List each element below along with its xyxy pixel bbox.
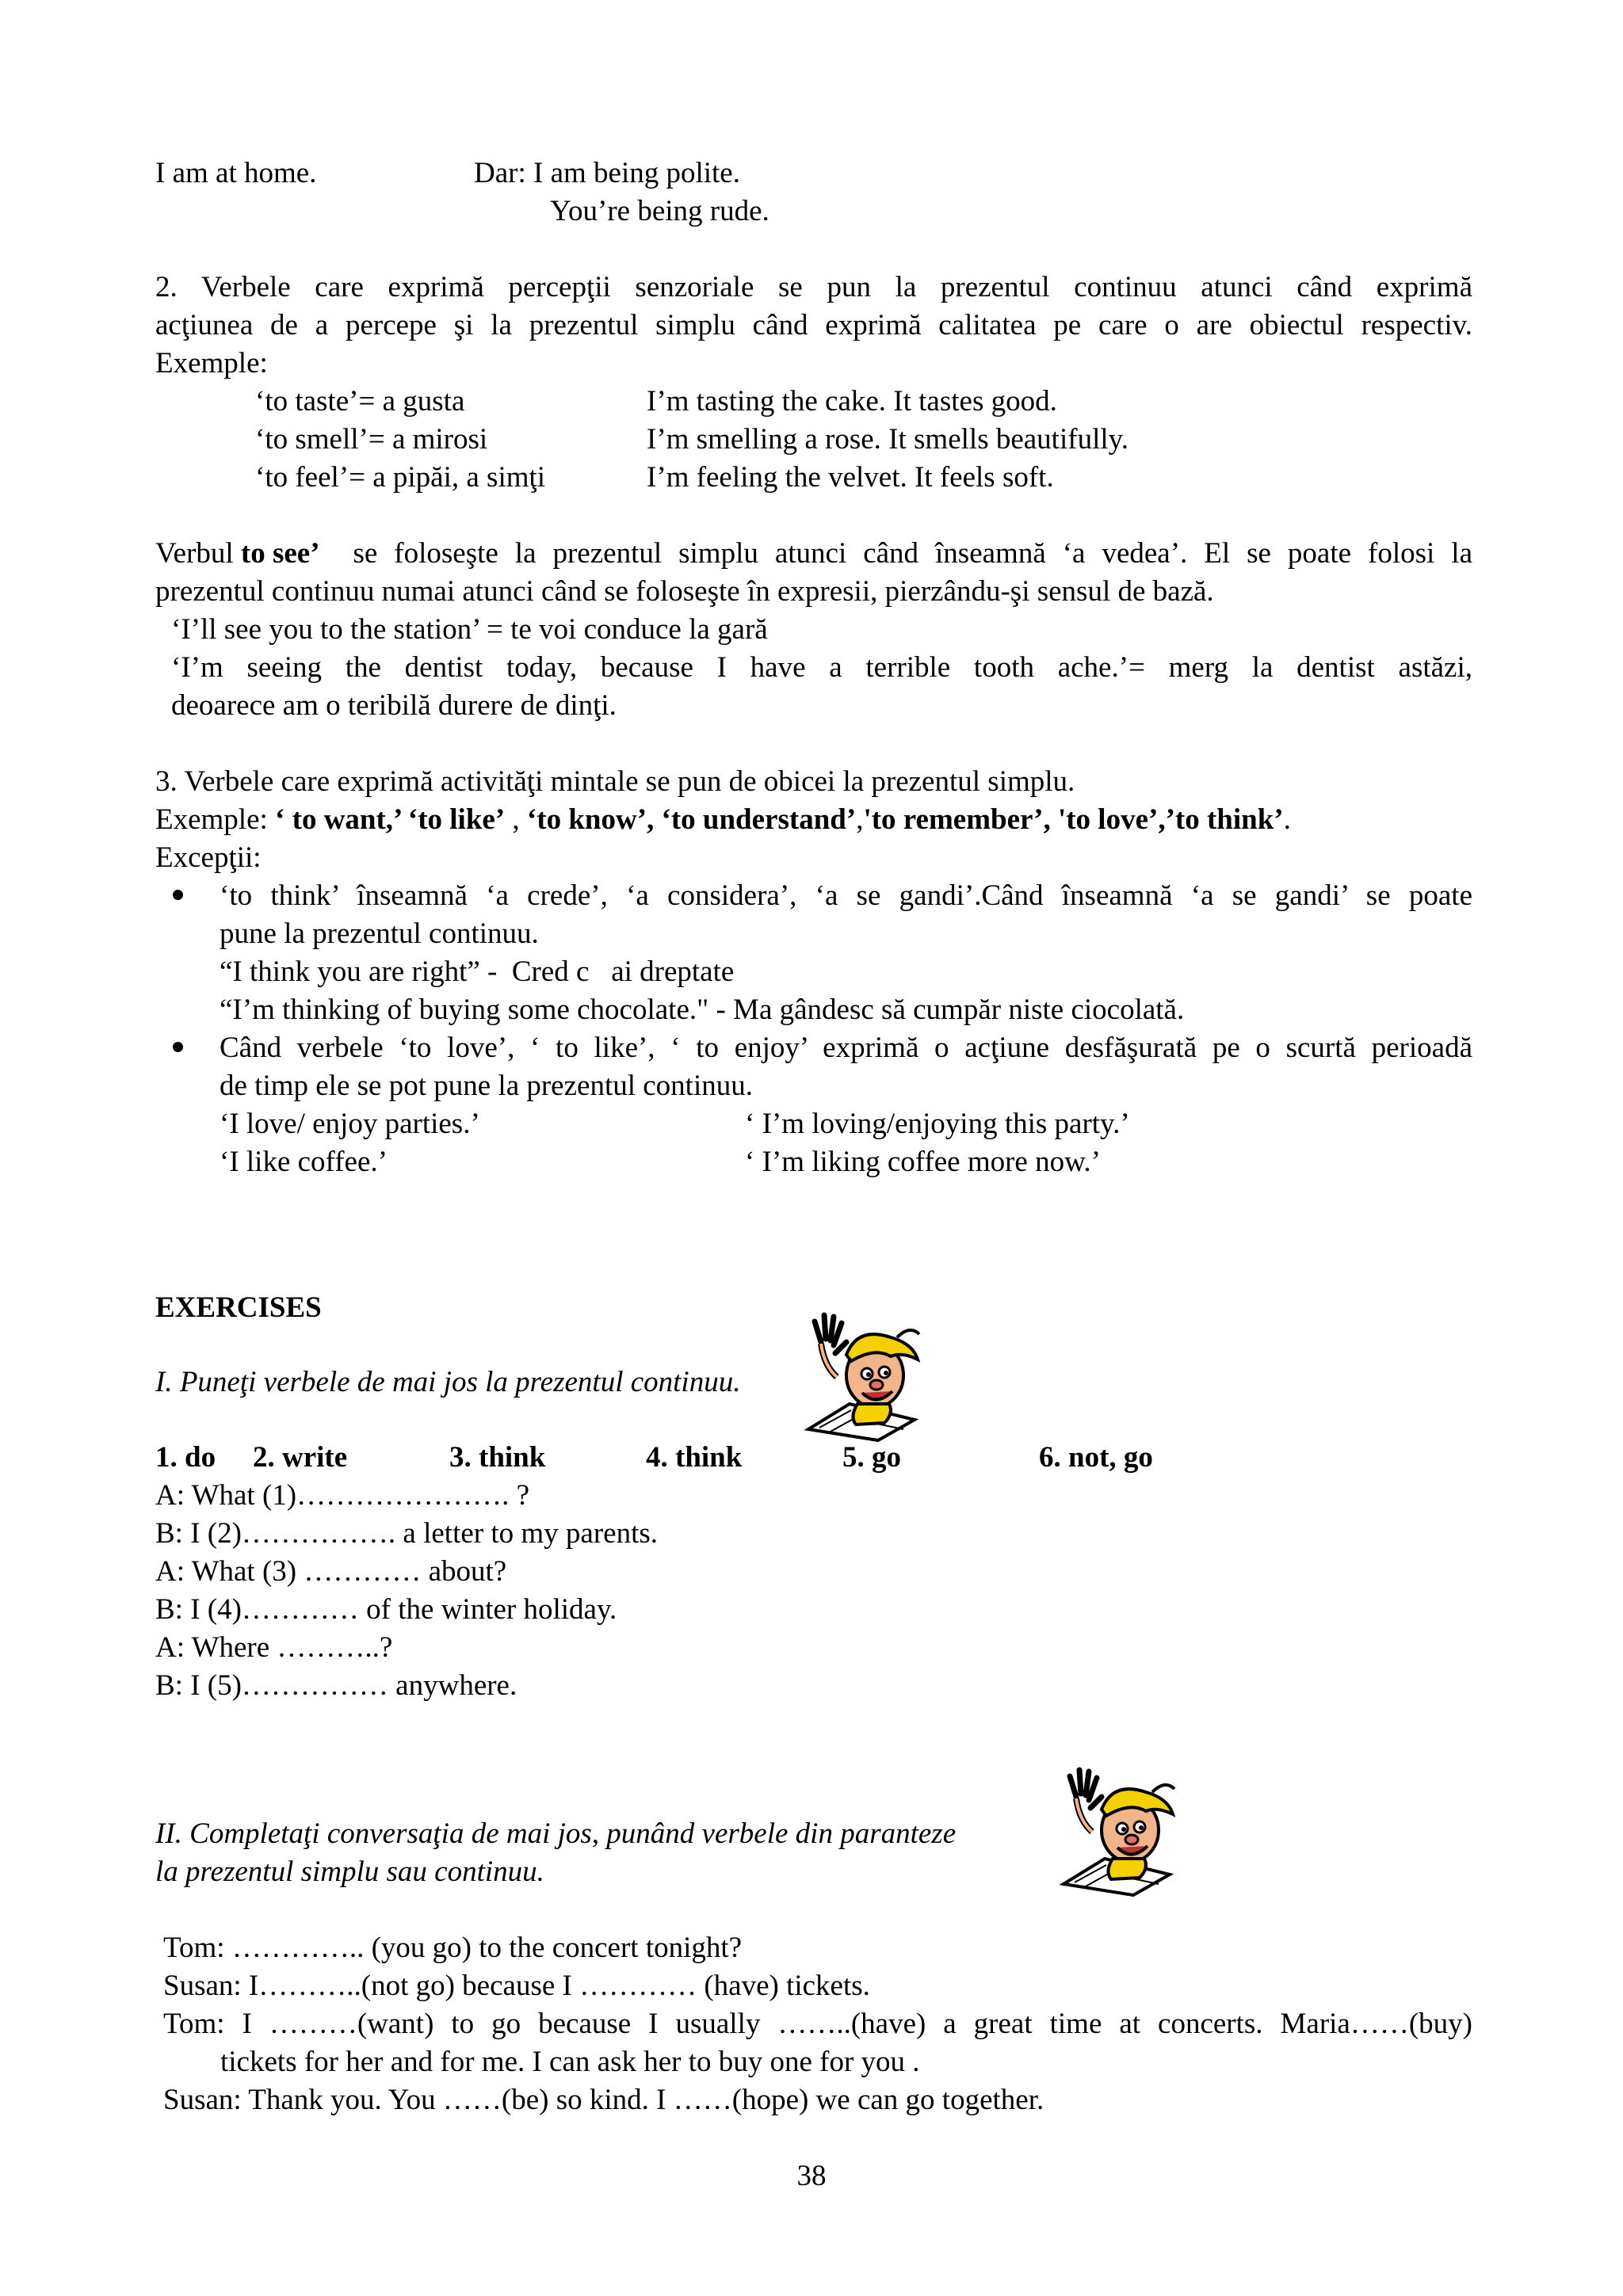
dialogue-line: tickets for her and for me. I can ask her to buy one for you . [220, 2046, 920, 2078]
paragraph-line: acţiunea de a percepe şi la prezentul simplu când exprimă calitatea pe care o are obiectul respectiv. [155, 309, 1472, 341]
dialogue-line: A: What (3) ………… about? [155, 1555, 507, 1588]
bold-run: ‘to know’, ‘to understand’ [526, 803, 857, 836]
paragraph-line: 2. Verbele care exprimă percepţii senzoriale se pun la prezentul continuu atunci când exprimă [155, 271, 1472, 303]
dialogue-line: A: What (1)…………………. ? [155, 1479, 530, 1512]
text-line: You’re being rude. [550, 195, 769, 227]
text-run: Exemple: [155, 803, 276, 836]
example-right: ‘ I’m liking coffee more now.’ [745, 1146, 1101, 1178]
bullet-icon [173, 1042, 183, 1052]
dialogue-line: A: Where ………..? [155, 1631, 393, 1664]
text-line: 3. Verbele care exprimă activităţi mintale se pun de obicei la prezentul simplu. [155, 765, 1075, 798]
dialogue-line: B: I (4)………… of the winter holiday. [155, 1593, 617, 1626]
bold-run: ‘ to want,’ ‘to like’ [275, 803, 506, 836]
bold-run: to see’ [240, 537, 320, 570]
verb-cell: ‘to smell’= a mirosi [255, 423, 488, 456]
text-line: prezentul continuu numai atunci când se foloseşte în expresii, pierzându-şi sensul de bază. [155, 575, 1214, 608]
example-left: ‘I love/ enjoy parties.’ [220, 1108, 480, 1140]
bold-run: 'to remember’, 'to love’,’to think’ [863, 803, 1284, 836]
verb-word: 2. write [253, 1441, 348, 1474]
paragraph-line: Tom: I ………(want) to go because I usually ……..(have) a great time at concerts. Maria……(buy) [163, 2008, 1472, 2040]
bullet-icon [173, 890, 183, 900]
text-line: deoarece am o teribilă durere de dinţi. [171, 689, 617, 722]
text-line: de timp ele se pot pune la prezentul continuu. [220, 1070, 753, 1102]
exercise-instruction: II. Completaţi conversaţia de mai jos, punând verbele din paranteze [155, 1817, 957, 1850]
example-cell: I’m feeling the velvet. It feels soft. [647, 461, 1054, 494]
verb-cell: ‘to feel’= a pipăi, a simţi [255, 461, 546, 494]
text-run: Verbul [155, 537, 241, 570]
example-cell: I’m smelling a rose. It smells beautifully. [647, 423, 1128, 456]
text-line: I am at home. [155, 157, 317, 189]
section-heading: EXERCISES [155, 1291, 322, 1324]
dialogue-line: B: I (5)…………… anywhere. [155, 1669, 517, 1702]
page-number: 38 [796, 2160, 827, 2192]
text-run: se foloseşte la prezentul simplu atunci când înseamnă ‘a vedea’. El se poate folosi la [319, 537, 1472, 570]
waving-kid-reading-icon [1057, 1765, 1176, 1897]
paragraph-line: ‘I’m seeing the dentist today, because I have a terrible tooth ache.’= merg la dentist astăzi, [171, 651, 1472, 684]
exercise-instruction: I. Puneţi verbele de mai jos la prezentul continuu. [155, 1366, 741, 1398]
exercise-instruction: la prezentul simplu sau continuu. [155, 1855, 544, 1888]
dialogue-line: Susan: Thank you. You ……(be) so kind. I ……(hope) we can go together. [163, 2084, 1044, 2116]
dialogue-line: B: I (2)……………. a letter to my parents. [155, 1517, 659, 1550]
dialogue-line: Susan: I………..(not go) because I ………… (have) tickets. [163, 1970, 870, 2002]
paragraph-line: ‘to think’ înseamnă ‘a crede’, ‘a considera’, ‘a se gandi’.Când înseamnă ‘a se gandi’ se poate [220, 879, 1472, 912]
verb-word: 6. not, go [1039, 1441, 1153, 1474]
verb-word: 1. do [155, 1441, 216, 1474]
example-right: ‘ I’m loving/enjoying this party.’ [745, 1108, 1130, 1140]
text-line: ‘I’ll see you to the station’ = te voi conduce la gară [171, 613, 768, 646]
dialogue-line: Tom: ………….. (you go) to the concert tonight? [163, 1932, 743, 1964]
verb-word: 4. think [646, 1441, 743, 1474]
verb-word: 3. think [449, 1441, 546, 1474]
text-run: , [856, 803, 864, 836]
examples-line [155, 802, 1291, 838]
example-cell: I’m tasting the cake. It tastes good. [647, 385, 1057, 418]
text-line: Exemple: [155, 347, 268, 379]
example-left: ‘I like coffee.’ [220, 1146, 388, 1178]
verb-cell: ‘to taste’= a gusta [255, 385, 465, 418]
text-line: “I’m thinking of buying some chocolate." - Ma gândesc să cumpăr niste ciocolată. [220, 994, 1185, 1026]
text-line: Dar: I am being polite. [474, 157, 740, 189]
text-line: Excepţii: [155, 841, 262, 874]
paragraph-line: Când verbele ‘to love’, ‘ to like’, ‘ to enjoy’ exprimă o acţiune desfăşurată pe o scurtă perioadă [220, 1032, 1472, 1064]
text-line: “I think you are right” - Cred c ai dreptate [220, 955, 735, 988]
text-run: . [1283, 803, 1291, 836]
text-run: , [505, 803, 527, 836]
waving-kid-reading-icon [802, 1310, 921, 1442]
paragraph-line [155, 536, 1472, 572]
verb-word: 5. go [842, 1441, 901, 1474]
text-line: pune la prezentul continuu. [220, 917, 539, 950]
